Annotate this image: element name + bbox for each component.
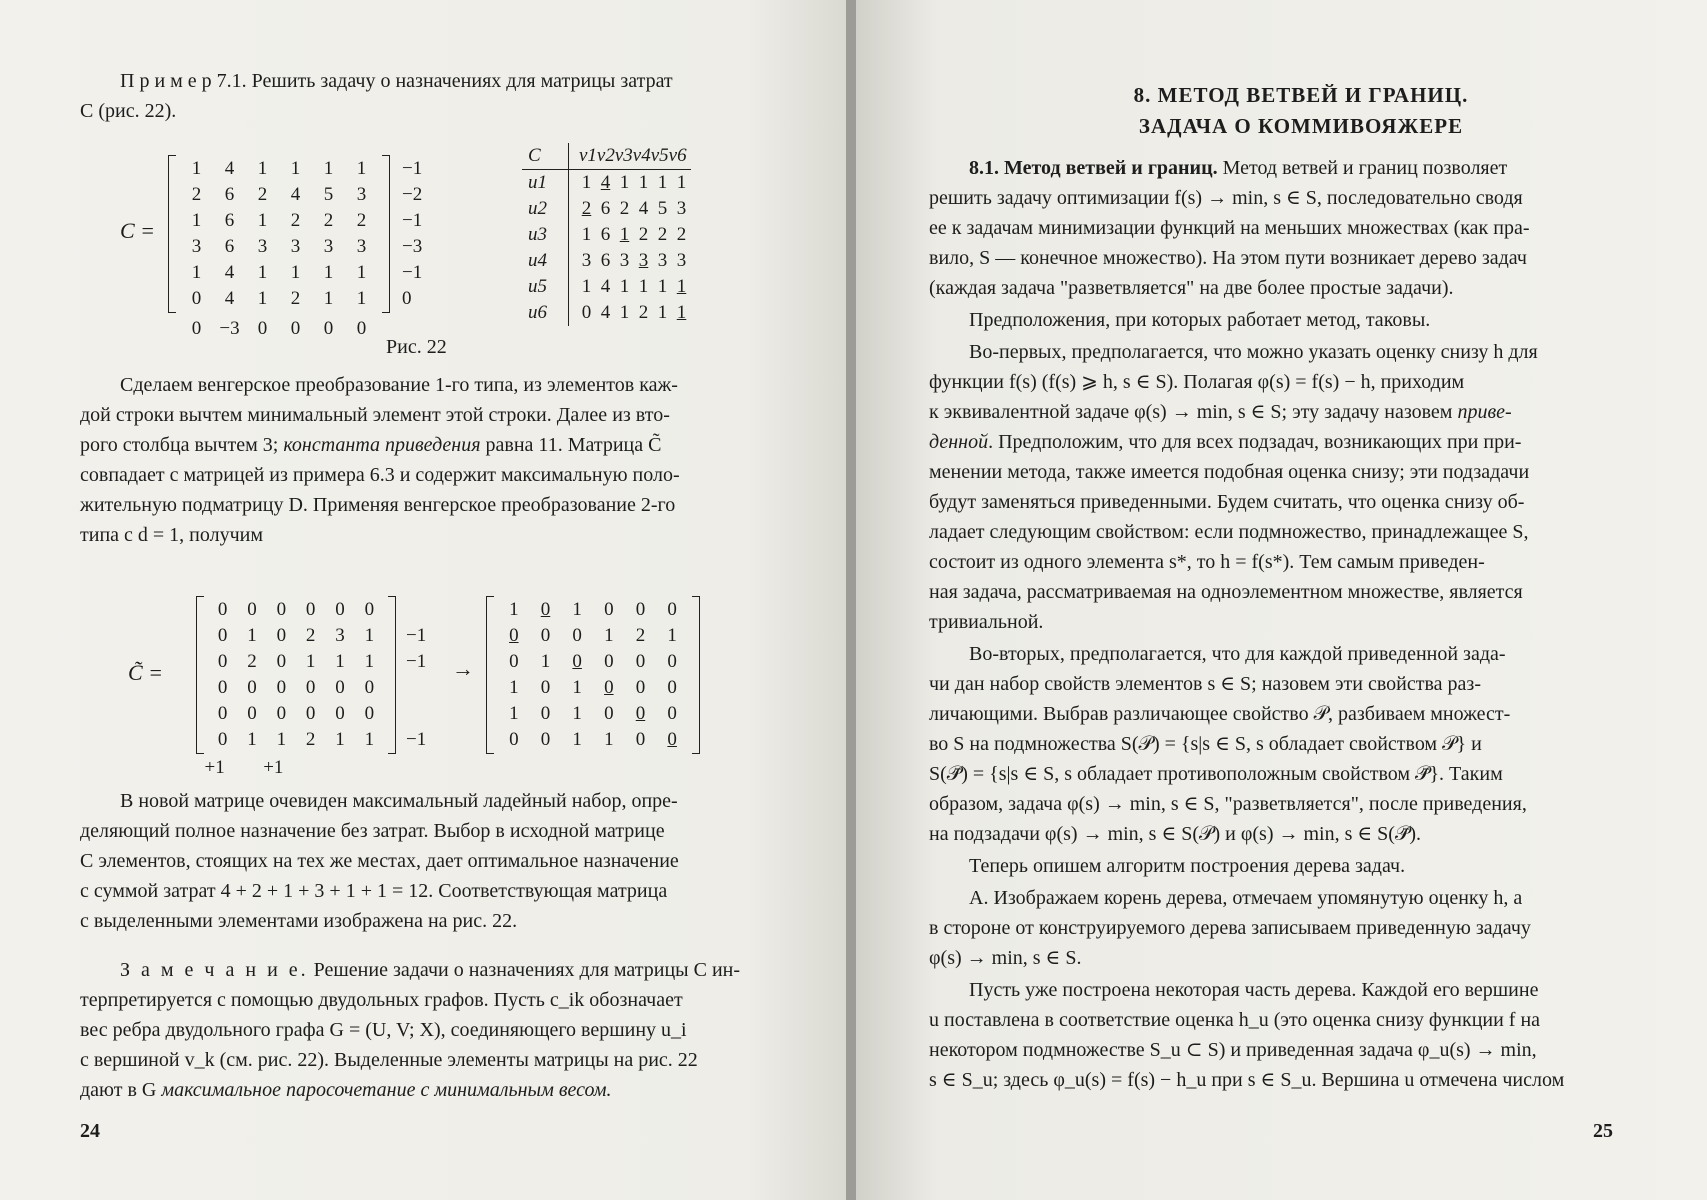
matrix-cell: 0 bbox=[604, 599, 614, 620]
book-gutter bbox=[846, 0, 856, 1200]
matrix-cell: 2 bbox=[356, 210, 367, 231]
table-cell: 6 bbox=[600, 198, 611, 219]
matrix-cell: 2 bbox=[247, 651, 257, 672]
left-page bbox=[0, 0, 851, 1200]
matrix-cell: 0 bbox=[335, 599, 345, 620]
matrix-cell: 0 bbox=[667, 599, 677, 620]
table-cell: 4 bbox=[600, 172, 611, 193]
matrix-cell: 0 bbox=[572, 625, 582, 646]
section-heading: 8.1. Метод ветвей и границ. bbox=[969, 157, 1218, 179]
transform-arrow: → bbox=[452, 656, 474, 681]
table-cell: 1 bbox=[638, 276, 649, 297]
matrix-ctilde bbox=[196, 596, 396, 754]
matrix-cell: 4 bbox=[224, 288, 235, 309]
matrix-c-column-notes bbox=[180, 316, 378, 342]
matrix-cell: 3 bbox=[290, 236, 301, 257]
matrix-cell: 2 bbox=[191, 184, 202, 205]
matrix-cell: 0 bbox=[540, 599, 551, 620]
matrix-cell: 1 bbox=[509, 599, 519, 620]
matrix-cell: 0 bbox=[364, 677, 375, 698]
matrix-cell: 0 bbox=[217, 703, 228, 724]
right-page bbox=[851, 0, 1707, 1200]
table-cell: 3 bbox=[676, 250, 687, 271]
matrix-cell: 0 bbox=[667, 651, 677, 672]
matrix-cell: 0 bbox=[276, 599, 287, 620]
matrix-cell: 0 bbox=[247, 677, 257, 698]
matrix-cell: 0 bbox=[305, 703, 316, 724]
column-note: 0 bbox=[191, 318, 202, 339]
matrix-cell: 1 bbox=[364, 625, 375, 646]
table-cell: 3 bbox=[581, 250, 592, 271]
row-note bbox=[406, 675, 426, 701]
matrix-cell: 0 bbox=[604, 703, 614, 724]
table-cell: 1 bbox=[676, 172, 687, 193]
table-cell: 6 bbox=[600, 250, 611, 271]
table-cell: 0 bbox=[581, 302, 592, 323]
table-row bbox=[522, 222, 691, 248]
table-cell: 1 bbox=[676, 302, 687, 323]
column-note: 0 bbox=[356, 318, 367, 339]
matrix-cell: 0 bbox=[540, 703, 551, 724]
matrix-cell: 3 bbox=[191, 236, 202, 257]
matrix-cell: 2 bbox=[290, 288, 301, 309]
matrix-cell: 1 bbox=[191, 210, 202, 231]
table-header: v1v2v3v4v5v6 bbox=[579, 145, 687, 166]
matrix-c-row-notes bbox=[402, 156, 422, 312]
table-cell: 1 bbox=[581, 276, 592, 297]
matrix-cell: 1 bbox=[572, 703, 582, 724]
matrix-cell: 0 bbox=[217, 599, 228, 620]
table-cell: 6 bbox=[600, 224, 611, 245]
matrix-cell: 1 bbox=[604, 625, 614, 646]
table-cell: 3 bbox=[676, 198, 687, 219]
matrix-cell: 5 bbox=[323, 184, 334, 205]
column-note: −3 bbox=[219, 318, 240, 339]
paragraph-2: В новой матрице очевиден максимальный ладейный набор, опре- деляющий полное назначение без затрат. Выбор в исходной матрице C элементов, стоящих на тех же местах, дает оптимальное назначение с суммой затрат 4 + 2 + 1 + 3 + 1 + 1 = 12. Соответствующая матрица с выделенными элементами изображена на рис. 22. bbox=[80, 790, 679, 932]
matrix-cell: 1 bbox=[247, 729, 257, 750]
table-cell: 4 bbox=[638, 198, 649, 219]
matrix-cell: 0 bbox=[276, 651, 287, 672]
table-cell: 1 bbox=[676, 276, 687, 297]
matrix-cell: 2 bbox=[305, 729, 316, 750]
matrix-cell: 1 bbox=[572, 599, 582, 620]
matrix-cell: 1 bbox=[509, 703, 519, 724]
matrix-cell: 0 bbox=[217, 729, 228, 750]
matrix-cell: 0 bbox=[540, 625, 551, 646]
matrix-cell: 0 bbox=[635, 677, 646, 698]
matrix-cell: 3 bbox=[356, 236, 367, 257]
column-note bbox=[317, 755, 346, 781]
matrix-cell: 6 bbox=[224, 184, 235, 205]
matrix-cell: 0 bbox=[217, 625, 228, 646]
matrix-ctilde-row-notes bbox=[406, 597, 426, 753]
matrix-cell: 1 bbox=[191, 158, 202, 179]
matrix-cell: 1 bbox=[323, 288, 334, 309]
column-note: +1 bbox=[204, 757, 225, 778]
table-row-label: u5 bbox=[522, 274, 569, 300]
matrix-cell: 6 bbox=[224, 210, 235, 231]
table-cell: 4 bbox=[600, 302, 611, 323]
chapter-title-line-1: 8. МЕТОД ВЕТВЕЙ И ГРАНИЦ. bbox=[1133, 83, 1469, 107]
matrix-ctilde-label: C̃ = bbox=[128, 660, 164, 685]
table-cell: 1 bbox=[638, 172, 649, 193]
table-cell: 2 bbox=[657, 224, 668, 245]
matrix-cell: 1 bbox=[323, 262, 334, 283]
matrix-cell: 1 bbox=[356, 288, 367, 309]
matrix-cell: 1 bbox=[257, 262, 268, 283]
matrix-cell: 2 bbox=[323, 210, 334, 231]
table-cell: 1 bbox=[581, 172, 592, 193]
matrix-cell: 1 bbox=[247, 625, 257, 646]
matrix-cell: 1 bbox=[604, 729, 614, 750]
table-cell: 5 bbox=[657, 198, 668, 219]
table-cell: 1 bbox=[619, 172, 630, 193]
matrix-c bbox=[168, 155, 390, 313]
matrix-cell: 1 bbox=[335, 651, 345, 672]
matrix-cell: 2 bbox=[257, 184, 268, 205]
column-note: 0 bbox=[290, 318, 301, 339]
row-note: 0 bbox=[402, 288, 412, 309]
matrix-cell: 0 bbox=[509, 729, 519, 750]
matrix-cell: 0 bbox=[335, 677, 345, 698]
table-row-label: u3 bbox=[522, 222, 569, 248]
row-note: −3 bbox=[402, 236, 423, 257]
table-cell: 1 bbox=[657, 172, 668, 193]
table-corner: C bbox=[522, 143, 569, 169]
table-row bbox=[522, 248, 691, 274]
paragraph-1: Сделаем венгерское преобразование 1-го типа, из элементов каж- дой строки вычтем минимальный элемент этой строки. Далее из вто- рого столбца вычтем 3; константа приведения равна 11. Матрица C̃ совпадает с матрицей из примера 6.3 и содержит максимальную поло- жительную подматрицу D. Применяя венгерское преобразование 2-го типа с d = 1, получим bbox=[80, 374, 680, 546]
example-intro bbox=[80, 66, 766, 126]
table-row bbox=[522, 170, 691, 196]
row-note: −2 bbox=[402, 184, 423, 205]
assignment-table bbox=[522, 143, 691, 326]
remark: З а м е ч а н и е. Решение задачи о назначениях для матрицы C ин- терпретируется с помощью двудольных графов. Пусть c_ik обозначает вес ребра двудольного графа G = (U, V; X), соединяющего вершину u_i с вершиной v_k (см. рис. 22). Выделенные элементы матрицы на рис. 22 дают в G максимальное паросочетание с минимальным весом. bbox=[80, 959, 741, 1101]
matrix-cell: 6 bbox=[224, 236, 235, 257]
matrix-cell: 0 bbox=[276, 625, 287, 646]
matrix-cell: 0 bbox=[335, 703, 345, 724]
matrix-cell: 0 bbox=[191, 288, 202, 309]
matrix-cell: 0 bbox=[604, 651, 614, 672]
table-cell: 3 bbox=[638, 250, 649, 271]
matrix-cell: 1 bbox=[305, 651, 316, 672]
matrix-cell: 1 bbox=[540, 651, 551, 672]
column-note bbox=[288, 755, 317, 781]
matrix-cell: 0 bbox=[635, 599, 646, 620]
matrix-cell: 0 bbox=[572, 651, 582, 672]
example-intro-line-1: П р и м е р 7.1. Решить задачу о назначениях для матрицы затрат bbox=[120, 70, 673, 92]
chapter-title-line-2: ЗАДАЧА О КОММИВОЯЖЕРЕ bbox=[1138, 114, 1464, 138]
table-cell: 2 bbox=[581, 198, 592, 219]
matrix-cell: 1 bbox=[191, 262, 202, 283]
table-cell: 3 bbox=[619, 250, 630, 271]
matrix-cell: 2 bbox=[305, 625, 316, 646]
matrix-ctilde-column-notes bbox=[200, 755, 376, 781]
matrix-cell: 3 bbox=[335, 625, 345, 646]
table-row-label: u4 bbox=[522, 248, 569, 274]
table-cell: 1 bbox=[619, 276, 630, 297]
row-note: −1 bbox=[402, 210, 423, 231]
matrix-cell: 0 bbox=[509, 651, 519, 672]
example-intro-line-2: C (рис. 22). bbox=[80, 100, 177, 122]
table-cell: 1 bbox=[581, 224, 592, 245]
table-row-label: u1 bbox=[522, 170, 569, 196]
matrix-cell: 1 bbox=[356, 262, 367, 283]
column-note bbox=[347, 755, 376, 781]
matrix-cell: 0 bbox=[604, 677, 614, 698]
row-note bbox=[406, 701, 426, 727]
matrix-cell: 0 bbox=[635, 729, 646, 750]
row-note: −1 bbox=[402, 262, 423, 283]
row-note: −1 bbox=[406, 729, 427, 750]
matrix-cell: 1 bbox=[667, 625, 677, 646]
matrix-c-label: C = bbox=[120, 218, 156, 243]
row-note: −1 bbox=[406, 651, 427, 672]
matrix-cell: 4 bbox=[224, 158, 235, 179]
matrix-cell: 0 bbox=[540, 677, 551, 698]
matrix-cell: 0 bbox=[635, 651, 646, 672]
matrix-cell: 1 bbox=[257, 288, 268, 309]
column-note: +1 bbox=[263, 757, 284, 778]
matrix-result bbox=[486, 596, 700, 754]
matrix-cell: 0 bbox=[276, 703, 287, 724]
matrix-cell: 0 bbox=[509, 625, 519, 646]
matrix-cell: 1 bbox=[276, 729, 287, 750]
page-number-left: 24 bbox=[80, 1120, 100, 1142]
matrix-cell: 0 bbox=[247, 599, 257, 620]
table-cell: 3 bbox=[657, 250, 668, 271]
matrix-cell: 0 bbox=[276, 677, 287, 698]
matrix-cell: 1 bbox=[323, 158, 334, 179]
table-cell: 1 bbox=[657, 276, 668, 297]
matrix-cell: 0 bbox=[305, 599, 316, 620]
matrix-cell: 3 bbox=[257, 236, 268, 257]
matrix-cell: 1 bbox=[290, 262, 301, 283]
matrix-cell: 0 bbox=[217, 677, 228, 698]
table-cell: 4 bbox=[600, 276, 611, 297]
matrix-cell: 0 bbox=[667, 703, 677, 724]
matrix-cell: 1 bbox=[572, 729, 582, 750]
matrix-cell: 1 bbox=[364, 651, 375, 672]
matrix-cell: 0 bbox=[667, 677, 677, 698]
matrix-cell: 2 bbox=[290, 210, 301, 231]
matrix-cell: 0 bbox=[247, 703, 257, 724]
row-note: −1 bbox=[402, 158, 423, 179]
matrix-cell: 1 bbox=[572, 677, 582, 698]
table-cell: 1 bbox=[657, 302, 668, 323]
table-row bbox=[522, 274, 691, 300]
table-cell: 2 bbox=[638, 224, 649, 245]
matrix-cell: 1 bbox=[364, 729, 375, 750]
table-cell: 2 bbox=[619, 198, 630, 219]
matrix-cell: 0 bbox=[540, 729, 551, 750]
matrix-cell: 0 bbox=[364, 703, 375, 724]
matrix-cell: 4 bbox=[290, 184, 301, 205]
section-8-1: 8.1. Метод ветвей и границ. Метод ветвей и границ позволяет решить задачу оптимизации f(s) → min, s ∈ S, последовательно сводя ее к задачам минимизации функций на меньших множествах (как пра- вило, S — конечное множество). На этом пути возникает дерево задач (каждая задача "разветвляется" на две более простые задачи). Предположения, при которых работает метод, таковы. Во-первых, предполагается, что можно указать оценку снизу h для функции f(s) (f(s) ⩾ h, s ∈ S). Полагая φ(s) = f(s) − h, приходим к эквивалентной задаче φ(s) → min, s ∈ S; эту задачу назовем приве- денной. Предположим, что для всех подзадач, возникающих при при- менении метода, также имеется подобная оценка снизу; эти подзадачи будут заменяться приведенными. Будем считать, что оценка снизу об- ладает следующим свойством: если подмножество, принадлежащее S, состоит из одного элемента s*, то h = f(s*). Тем самым приведен- ная задача, рассматриваемая на одноэлементном множестве, является тривиальной. Во-вторых, предполагается, что для каждой приведенной зада- чи дан набор свойств элементов s ∈ S; назовем эти свойства раз- личающими. Выбрав различающее свойство 𝒫, разбиваем множест- во S на подмножества S(𝒫) = {s|s ∈ S, s обладает свойством 𝒫} и S(𝒫̄) = {s|s ∈ S, s обладает противоположным свойством 𝒫̄}. Таким образом, задача φ(s) → min, s ∈ S, "разветвляется", после приведения, на подзадачи φ(s) → min, s ∈ S(𝒫) и φ(s) → min, s ∈ S(𝒫̄). Теперь опишем алгоритм построения дерева задач. А. Изображаем корень дерева, отмечаем упомянутую оценку h, а в стороне от конструируемого дерева записываем приведенную задачу φ(s) → min, s ∈ S. Пусть уже построена некоторая часть дерева. Каждой его вершине u поставлена в соответствие оценка h_u (это оценка снизу функции f на некотором подмножестве S_u ⊂ S) и приведенная задача φ_u(s) → min, s ∈ S_u; здесь φ_u(s) = f(s) − h_u при s ∈ S_u. Вершина u отмечена числом bbox=[929, 157, 1565, 1091]
row-note: −1 bbox=[406, 625, 427, 646]
table-cell: 1 bbox=[619, 302, 630, 323]
figure-caption: Рис. 22 bbox=[386, 336, 447, 358]
table-row-label: u6 bbox=[522, 300, 569, 326]
matrix-cell: 0 bbox=[217, 651, 228, 672]
matrix-cell: 1 bbox=[335, 729, 345, 750]
matrix-cell: 3 bbox=[356, 184, 367, 205]
column-note: 0 bbox=[323, 318, 334, 339]
matrix-cell: 0 bbox=[667, 729, 677, 750]
chapter-title bbox=[971, 80, 1631, 142]
matrix-cell: 1 bbox=[509, 677, 519, 698]
table-cell: 2 bbox=[676, 224, 687, 245]
matrix-cell: 1 bbox=[356, 158, 367, 179]
table-cell: 1 bbox=[619, 224, 630, 245]
table-cell: 2 bbox=[638, 302, 649, 323]
column-note bbox=[229, 755, 258, 781]
matrix-cell: 1 bbox=[257, 210, 268, 231]
matrix-cell: 3 bbox=[323, 236, 334, 257]
table-row bbox=[522, 196, 691, 222]
table-row-label: u2 bbox=[522, 196, 569, 222]
matrix-cell: 0 bbox=[635, 703, 646, 724]
matrix-cell: 1 bbox=[257, 158, 268, 179]
table-row bbox=[522, 300, 691, 326]
matrix-cell: 4 bbox=[224, 262, 235, 283]
matrix-cell: 0 bbox=[305, 677, 316, 698]
matrix-cell: 2 bbox=[635, 625, 646, 646]
matrix-cell: 1 bbox=[290, 158, 301, 179]
row-note bbox=[406, 597, 426, 623]
column-note: 0 bbox=[257, 318, 268, 339]
matrix-cell: 0 bbox=[364, 599, 375, 620]
page-number-right: 25 bbox=[1593, 1120, 1613, 1142]
